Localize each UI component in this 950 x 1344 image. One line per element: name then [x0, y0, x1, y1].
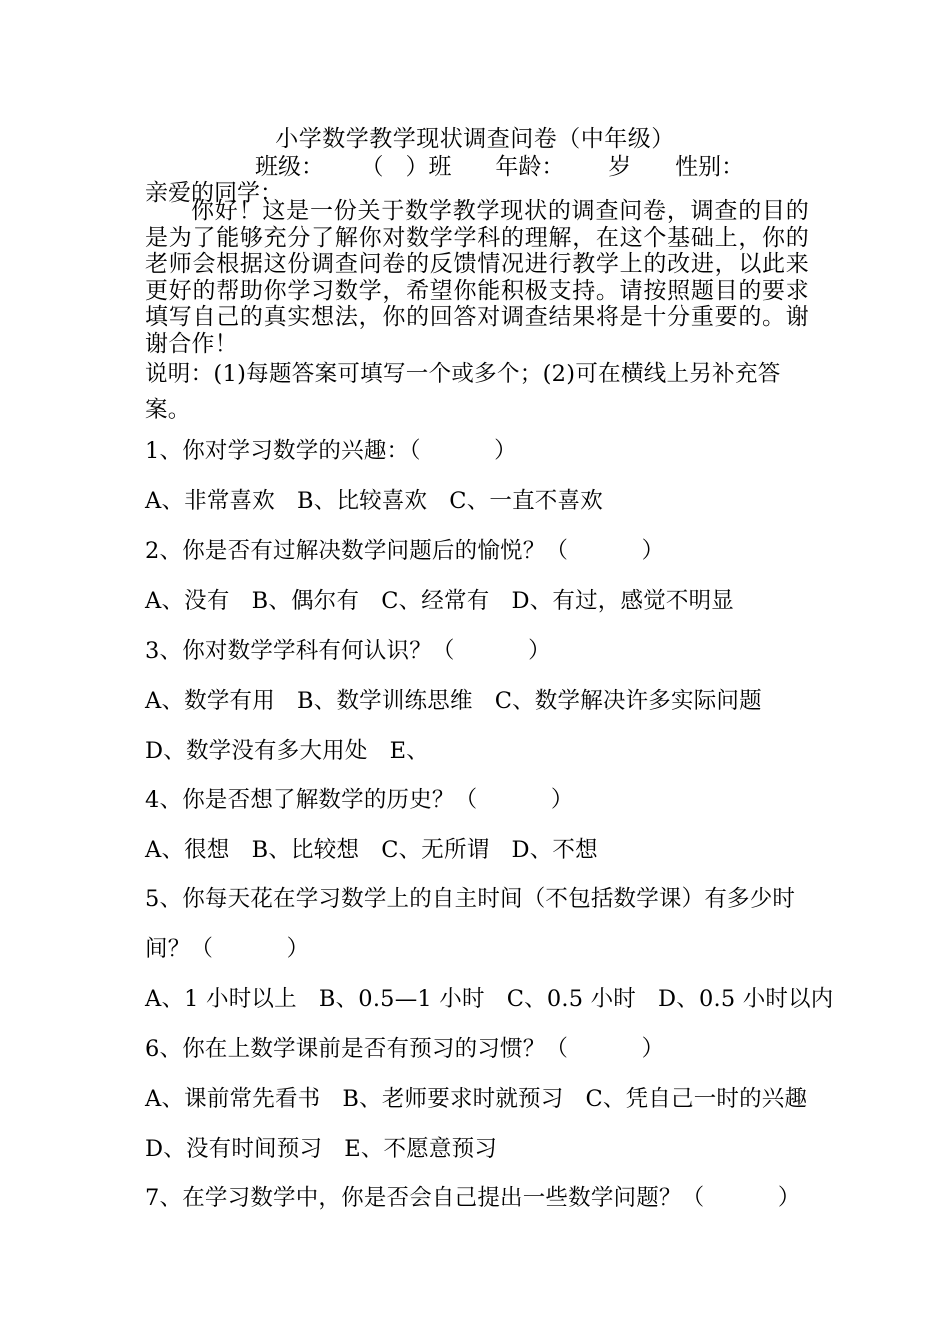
question-7: 7、在学习数学中，你是否会自己提出一些数学问题？（ ）	[145, 1185, 801, 1211]
question-3: 3、你对数学学科有何认识？（ ）	[145, 638, 551, 664]
question-3-options-line2: D、数学没有多大用处 E、	[145, 738, 429, 764]
question-2-options: A、没有 B、偶尔有 C、经常有 D、有过，感觉不明显	[145, 588, 735, 614]
question-6-options-line2: D、没有时间预习 E、不愿意预习	[145, 1136, 498, 1162]
page-title: 小学数学教学现状调查问卷（中年级）	[275, 126, 675, 152]
question-5-line2: 间？（ ）	[145, 936, 310, 962]
question-4: 4、你是否想了解数学的历史？（ ）	[145, 787, 574, 813]
question-3-options-line1: A、数学有用 B、数学训练思维 C、数学解决许多实际问题	[145, 688, 762, 714]
intro-paragraph: 你好！这是一份关于数学教学现状的调查问卷，调查的目的是为了能够充分了解你对数学学科的理解，在这个基础上，你的老师会根据这份调查问卷的反馈情况进行教学上的改进，以此来更好的帮助你学习数学，希望你能积极支持。请按照题目的要求填写自己的真实想法，你的回答对调查结果将是十分重要的。谢谢合作！	[145, 198, 809, 357]
question-1-options: A、非常喜欢 B、比较喜欢 C、一直不喜欢	[145, 488, 603, 514]
question-2: 2、你是否有过解决数学问题后的愉悦？（ ）	[145, 538, 665, 564]
question-6-options-line1: A、课前常先看书 B、老师要求时就预习 C、凭自己一时的兴趣	[145, 1086, 808, 1112]
question-6: 6、你在上数学课前是否有预习的习惯？（ ）	[145, 1036, 665, 1062]
greeting: 亲爱的同学：	[145, 180, 283, 206]
instructions-note: 说明：(1)每题答案可填写一个或多个；(2)可在横线上另补充答案。	[145, 361, 781, 423]
student-info-row: 班级： （ ）班 年龄： 岁 性别：	[255, 154, 745, 180]
question-1: 1、你对学习数学的兴趣：（ ）	[145, 438, 517, 464]
question-5-line1: 5、你每天花在学习数学上的自主时间（不包括数学课）有多少时	[145, 886, 796, 912]
question-4-options: A、很想 B、比较想 C、无所谓 D、不想	[145, 837, 598, 863]
question-5-options: A、1 小时以上 B、0.5—1 小时 C、0.5 小时 D、0.5 小时以内	[145, 986, 834, 1012]
